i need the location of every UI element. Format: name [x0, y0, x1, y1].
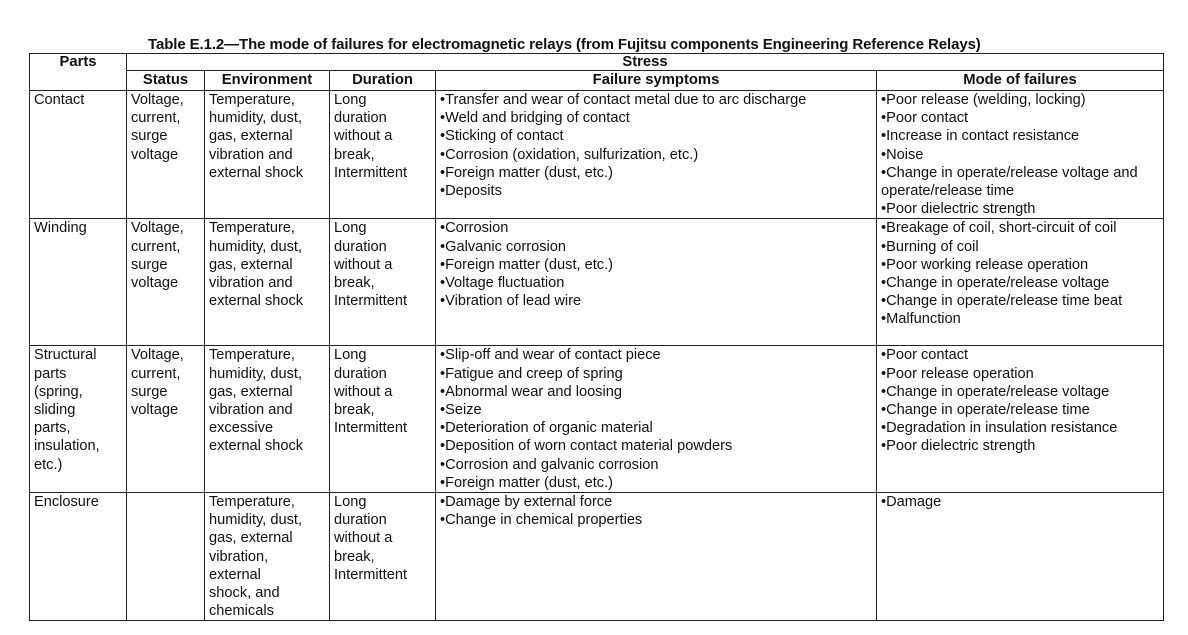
- modes-list: [881, 219, 1163, 328]
- list-item: • Poor release operation: [881, 365, 1163, 383]
- header-row-columns: [30, 71, 1164, 91]
- status-cell: [127, 493, 205, 621]
- list-item: • Poor dielectric strength: [881, 200, 1163, 218]
- list-item: • Degradation in insulation resistance: [881, 419, 1163, 437]
- list-item: • Foreign matter (dust, etc.): [440, 474, 876, 492]
- duration-cell: Long duration without a break, Intermittent: [330, 493, 436, 621]
- symptoms-cell: [436, 91, 877, 219]
- list-item: • Poor working release operation: [881, 256, 1163, 274]
- table-row: [30, 219, 1164, 346]
- list-item: • Poor contact: [881, 109, 1163, 127]
- status-cell: Voltage, current, surge voltage: [127, 346, 205, 493]
- list-item: • Damage by external force: [440, 493, 876, 511]
- list-item: • Burning of coil: [881, 238, 1163, 256]
- list-item: • Transfer and wear of contact metal due to arc discharge: [440, 91, 876, 109]
- list-item: • Galvanic corrosion: [440, 238, 876, 256]
- header-failure-symptoms: Failure symptoms: [436, 71, 877, 91]
- modes-list: [881, 493, 1163, 511]
- failure-modes-table: [29, 53, 1164, 621]
- list-item: • Foreign matter (dust, etc.): [440, 256, 876, 274]
- modes-list: [881, 91, 1163, 218]
- modes-list: [881, 346, 1163, 455]
- list-item: • Seize: [440, 401, 876, 419]
- header-row-stress: [30, 54, 1164, 71]
- environment-cell: Temperature, humidity, dust, gas, external vibration and excessive external shock: [205, 346, 330, 493]
- header-environment: Environment: [205, 71, 330, 91]
- list-item: • Damage: [881, 493, 1163, 511]
- list-item: • Weld and bridging of contact: [440, 109, 876, 127]
- list-item: • Poor release (welding, locking): [881, 91, 1163, 109]
- list-item: • Vibration of lead wire: [440, 292, 876, 310]
- list-item: • Corrosion: [440, 219, 876, 237]
- header-status: Status: [127, 71, 205, 91]
- modes-cell: [877, 91, 1164, 219]
- list-item: • Sticking of contact: [440, 127, 876, 145]
- list-item: • Change in operate/release time beat: [881, 292, 1163, 310]
- list-item: • Deposits: [440, 182, 876, 200]
- symptoms-cell: [436, 493, 877, 621]
- header-stress: Stress: [127, 54, 1164, 71]
- list-item: • Change in operate/release time: [881, 401, 1163, 419]
- environment-cell: Temperature, humidity, dust, gas, external vibration and external shock: [205, 91, 330, 219]
- table-caption: Table E.1.2—The mode of failures for electromagnetic relays (from Fujitsu components Engineering Reference Relays): [148, 36, 981, 53]
- header-parts: Parts: [30, 54, 127, 91]
- list-item: • Change in chemical properties: [440, 511, 876, 529]
- part-cell: Winding: [30, 219, 127, 346]
- list-item: • Breakage of coil, short-circuit of coil: [881, 219, 1163, 237]
- list-item: • Abnormal wear and loosing: [440, 383, 876, 401]
- table-row: [30, 91, 1164, 219]
- list-item: • Foreign matter (dust, etc.): [440, 164, 876, 182]
- modes-cell: [877, 346, 1164, 493]
- list-item: • Corrosion and galvanic corrosion: [440, 456, 876, 474]
- list-item: • Malfunction: [881, 310, 1163, 328]
- part-cell: Structural parts (spring, sliding parts, insulation, etc.): [30, 346, 127, 493]
- symptoms-list: [440, 91, 876, 200]
- modes-cell: [877, 493, 1164, 621]
- duration-cell: Long duration without a break, Intermittent: [330, 219, 436, 346]
- list-item: • Change in operate/release voltage: [881, 274, 1163, 292]
- part-cell: Contact: [30, 91, 127, 219]
- list-item: • Deposition of worn contact material powders: [440, 437, 876, 455]
- list-item: • Poor contact: [881, 346, 1163, 364]
- table-row: [30, 346, 1164, 493]
- list-item: • Voltage fluctuation: [440, 274, 876, 292]
- list-item: • Slip-off and wear of contact piece: [440, 346, 876, 364]
- list-item: • Change in operate/release voltage: [881, 383, 1163, 401]
- part-cell: Enclosure: [30, 493, 127, 621]
- list-item: • Fatigue and creep of spring: [440, 365, 876, 383]
- list-item: • Change in operate/release voltage and operate/release time: [881, 164, 1163, 200]
- list-item: • Deterioration of organic material: [440, 419, 876, 437]
- symptoms-list: [440, 493, 876, 529]
- list-item: • Corrosion (oxidation, sulfurization, etc.): [440, 146, 876, 164]
- duration-cell: Long duration without a break, Intermittent: [330, 91, 436, 219]
- header-duration: Duration: [330, 71, 436, 91]
- list-item: • Increase in contact resistance: [881, 127, 1163, 145]
- symptoms-cell: [436, 219, 877, 346]
- environment-cell: Temperature, humidity, dust, gas, external vibration, external shock, and chemicals: [205, 493, 330, 621]
- status-cell: Voltage, current, surge voltage: [127, 91, 205, 219]
- modes-cell: [877, 219, 1164, 346]
- symptoms-list: [440, 219, 876, 310]
- list-item: • Noise: [881, 146, 1163, 164]
- symptoms-cell: [436, 346, 877, 493]
- environment-cell: Temperature, humidity, dust, gas, external vibration and external shock: [205, 219, 330, 346]
- list-item: • Poor dielectric strength: [881, 437, 1163, 455]
- header-mode-of-failures: Mode of failures: [877, 71, 1164, 91]
- symptoms-list: [440, 346, 876, 492]
- table-row: [30, 493, 1164, 621]
- duration-cell: Long duration without a break, Intermittent: [330, 346, 436, 493]
- status-cell: Voltage, current, surge voltage: [127, 219, 205, 346]
